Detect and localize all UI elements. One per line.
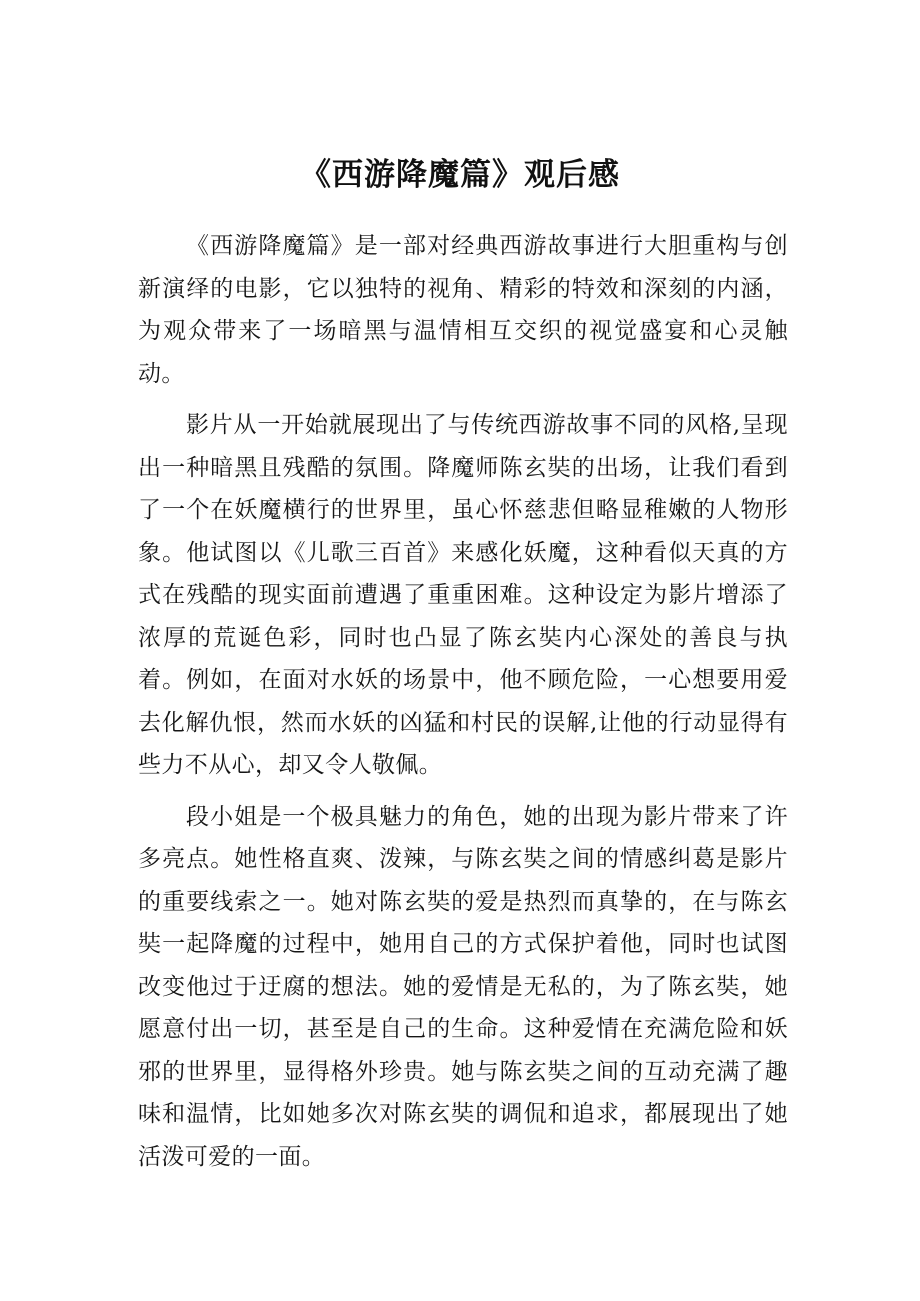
paragraph-xuanzang: 影片从一开始就展现出了与传统西游故事不同的风格,呈现出一种暗黑且残酷的氛围。降魔师陈玄奘的出场，让我们看到了一个在妖魔横行的世界里，虽心怀慈悲但略显稚嫩的人物形象。他试图以《儿歌三百首》来感化妖魔，这种看似天真的方式在残酷的现实面前遭遇了重重困难。这种设定为影片增添了浓厚的荒诞色彩，同时也凸显了陈玄奘内心深处的善良与执着。例如，在面对水妖的场景中，他不顾危险，一心想要用爱去化解仇恨，然而水妖的凶猛和村民的误解,让他的行动显得有些力不从心，却又令人敬佩。: [138, 412, 788, 778]
document-title: 《西游降魔篇》观后感: [300, 156, 620, 193]
document-body: [138, 225, 788, 1187]
paragraph-miss-duan: 段小姐是一个极具魅力的角色，她的出现为影片带来了许多亮点。她性格直爽、泼辣，与陈玄奘之间的情感纠葛是影片的重要线索之一。她对陈玄奘的爱是热烈而真挚的，在与陈玄奘一起降魔的过程中，她用自己的方式保护着他，同时也试图改变他过于迂腐的想法。她的爱情是无私的，为了陈玄奘，她愿意付出一切，甚至是自己的生命。这种爱情在充满危险和妖邪的世界里，显得格外珍贵。她与陈玄奘之间的互动充满了趣味和温情，比如她多次对陈玄奘的调侃和追求，都展现出了她活泼可爱的一面。: [138, 803, 788, 1170]
paragraph-intro: 《西游降魔篇》是一部对经典西游故事进行大胆重构与创新演绎的电影，它以独特的视角、精彩的特效和深刻的内涵，为观众带来了一场暗黑与温情相互交织的视觉盛宴和心灵触动。: [138, 233, 788, 387]
